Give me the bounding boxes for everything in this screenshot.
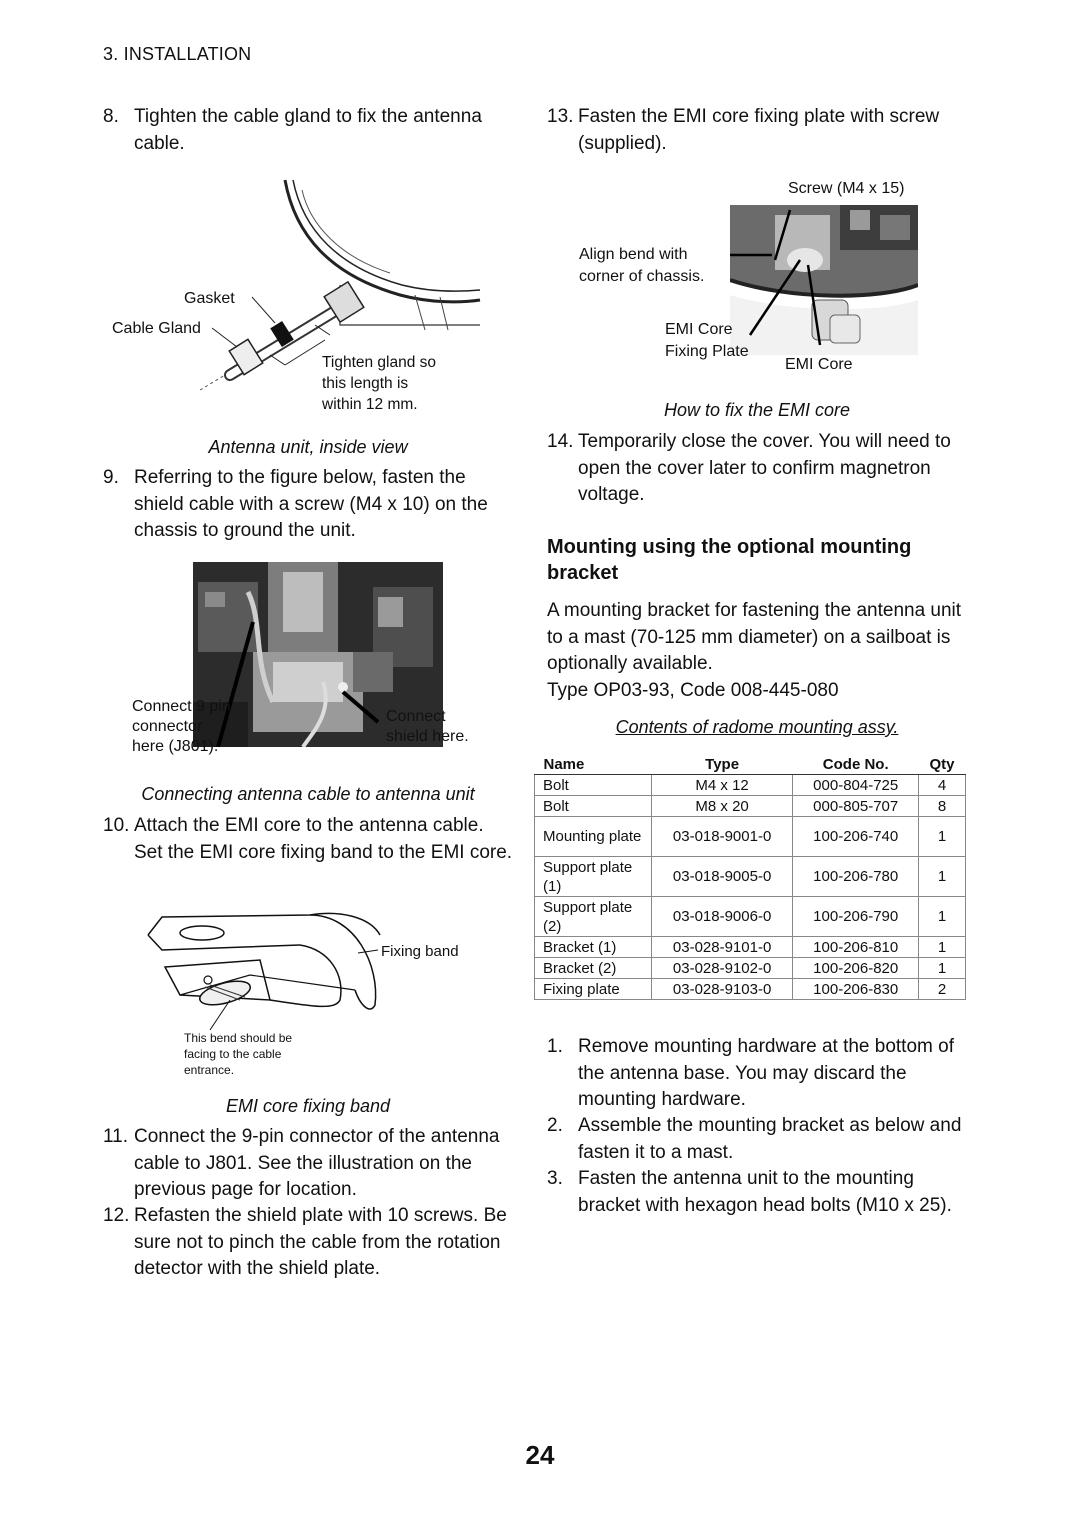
tighten-note-line-3: within 12 mm. (322, 396, 418, 413)
cell-qty: 1 (919, 937, 966, 958)
step-text: Remove mounting hardware at the bottom of the antenna base. You may discard the mounting hardware. (578, 1036, 954, 1110)
table-row (535, 817, 966, 857)
bend-note-line-3: entrance. (184, 1063, 235, 1077)
step-text: Fasten the antenna unit to the mounting bracket with hexagon head bolts (M10 x 25). (578, 1168, 952, 1216)
step-text: Connect the 9-pin connector of the antenna cable to J801. See the illustration on the previous page for location. (134, 1126, 500, 1200)
cell-qty: 1 (919, 817, 966, 857)
table-row (535, 897, 966, 937)
step-text: Assemble the mounting bracket as below and fasten it to a mast. (578, 1115, 962, 1163)
type-code-line: Type OP03-93, Code 008-445-080 (547, 680, 839, 701)
figure-caption-connecting-cable: Connecting antenna cable to antenna unit (141, 784, 475, 804)
table-row (535, 937, 966, 958)
cell-name: Support plate (2) (535, 897, 652, 937)
cell-qty: 4 (919, 775, 966, 796)
connect-pin-label-1: Connect 9 pin (132, 698, 231, 715)
gasket-label: Gasket (184, 290, 235, 307)
figure-caption-emi-core: How to fix the EMI core (663, 400, 851, 420)
emi-plate-label-2: Fixing Plate (665, 343, 749, 360)
cell-code: 000-804-725 (793, 775, 919, 796)
cell-code: 100-206-790 (793, 897, 919, 937)
step-number: 10. (103, 815, 130, 836)
parts-table (534, 754, 966, 1000)
cell-code: 100-206-830 (793, 979, 919, 1000)
cell-name: Bolt (535, 796, 652, 817)
step-number: 12. (103, 1205, 130, 1226)
tighten-note-line-2: this length is (322, 375, 409, 392)
section-header: 3. INSTALLATION (103, 44, 252, 64)
cell-qty: 1 (919, 897, 966, 937)
screw-label: Screw (M4 x 15) (788, 180, 905, 197)
figure-caption-antenna-inside: Antenna unit, inside view (208, 437, 408, 457)
step-text: Temporarily close the cover. You will need to open the cover later to confirm magnetron voltage. (578, 431, 951, 505)
cell-type: 03-028-9102-0 (651, 958, 793, 979)
emi-plate-label-1: EMI Core (665, 321, 733, 338)
bend-note-line-2: facing to the cable (184, 1047, 282, 1061)
cell-code: 100-206-780 (793, 857, 919, 897)
cell-type: 03-028-9101-0 (651, 937, 793, 958)
step-number: 11. (103, 1126, 129, 1147)
align-label-2: corner of chassis. (579, 268, 705, 285)
connect-pin-label-2: connector (132, 718, 203, 735)
cell-type: M4 x 12 (651, 775, 793, 796)
header-name: Name (535, 754, 652, 775)
cell-type: M8 x 20 (651, 796, 793, 817)
section-heading-line-1: Mounting using the optional mounting (547, 536, 912, 558)
cell-name: Bolt (535, 775, 652, 796)
step-number: 2. (547, 1115, 563, 1136)
cable-gland-label: Cable Gland (112, 320, 201, 337)
header-qty: Qty (919, 754, 966, 775)
step-number: 8. (103, 106, 119, 127)
connect-shield-label-2: shield here. (386, 728, 469, 745)
cell-qty: 8 (919, 796, 966, 817)
table-row (535, 796, 966, 817)
step-text: Refasten the shield plate with 10 screws. Be sure not to pinch the cable from the rotation detector with the shield plate. (134, 1205, 507, 1279)
align-label-1: Align bend with (579, 246, 688, 263)
cell-qty: 1 (919, 857, 966, 897)
cell-name: Support plate (1) (535, 857, 652, 897)
header-code: Code No. (793, 754, 919, 775)
figure-caption-emi-band: EMI core fixing band (225, 1096, 391, 1116)
table-row (535, 775, 966, 796)
cell-type: 03-018-9006-0 (651, 897, 793, 937)
cell-code: 100-206-820 (793, 958, 919, 979)
table-row (535, 979, 966, 1000)
fixing-band-label: Fixing band (381, 943, 459, 960)
table-row (535, 958, 966, 979)
connect-shield-label-1: Connect (386, 708, 446, 725)
step-number: 13. (547, 106, 574, 127)
step-text: Referring to the figure below, fasten the shield cable with a screw (M4 x 10) on the chassis to ground the unit. (134, 467, 488, 541)
step-text: Tighten the cable gland to fix the antenna cable. (134, 106, 482, 154)
cell-name: Mounting plate (535, 817, 652, 857)
cell-type: 03-028-9103-0 (651, 979, 793, 1000)
table-caption-text: Contents of radome mounting assy. (615, 717, 899, 737)
emi-core-fixing-band-drawing (140, 905, 480, 1035)
connect-pin-label-3: here (J801). (132, 738, 219, 755)
step-number: 1. (547, 1036, 563, 1057)
table-row (535, 857, 966, 897)
bracket-intro: A mounting bracket for fastening the antenna unit to a mast (70-125 mm diameter) on a sailboat is optionally available. (547, 600, 962, 674)
step-text: Attach the EMI core to the antenna cable. Set the EMI core fixing band to the EMI core. (134, 815, 513, 863)
cell-type: 03-018-9001-0 (651, 817, 793, 857)
cell-name: Bracket (1) (535, 937, 652, 958)
cell-name: Fixing plate (535, 979, 652, 1000)
header-type: Type (651, 754, 793, 775)
table-caption (547, 717, 967, 738)
cell-type: 03-018-9005-0 (651, 857, 793, 897)
step-text: Fasten the EMI core fixing plate with screw (supplied). (578, 106, 940, 154)
cell-qty: 1 (919, 958, 966, 979)
emi-core-label: EMI Core (785, 356, 853, 373)
emi-core-photo (730, 205, 918, 355)
table-header-row (535, 754, 966, 775)
page-number: 24 (525, 1440, 555, 1470)
cell-code: 100-206-810 (793, 937, 919, 958)
cell-code: 100-206-740 (793, 817, 919, 857)
cell-qty: 2 (919, 979, 966, 1000)
step-number: 9. (103, 467, 119, 488)
cell-name: Bracket (2) (535, 958, 652, 979)
tighten-note-line-1: Tighten gland so (322, 354, 437, 371)
bend-note-line-1: This bend should be (184, 1031, 293, 1045)
cell-code: 000-805-707 (793, 796, 919, 817)
step-number: 3. (547, 1168, 563, 1189)
step-number: 14. (547, 431, 574, 452)
section-heading-line-2: bracket (547, 562, 619, 584)
